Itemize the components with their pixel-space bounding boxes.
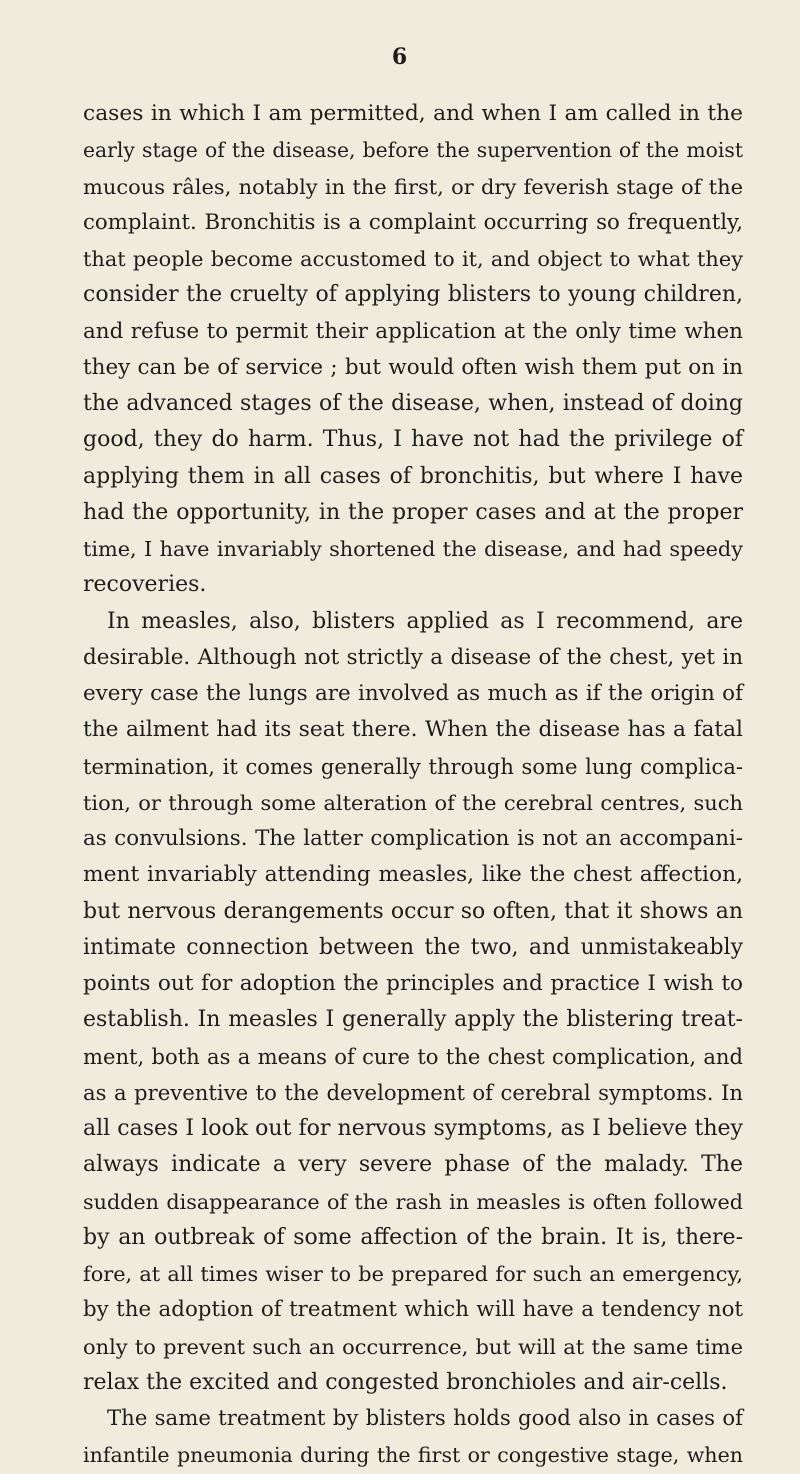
text-line: ment invariably attending measles, like the chest affection, bbox=[83, 862, 743, 888]
text-line: points out for adoption the principles and practice I wish to bbox=[83, 971, 743, 996]
text-line: by an outbreak of some affection of the brain. It is, there- bbox=[83, 1224, 743, 1250]
text-line: as convulsions. The latter complication is not an accompani- bbox=[83, 826, 743, 851]
text-line: and refuse to permit their application at the only time when bbox=[83, 318, 743, 344]
text-line: always indicate a very severe phase of the malady. The bbox=[83, 1152, 743, 1178]
text-line: by the adoption of treatment which will have a tendency not bbox=[83, 1297, 743, 1323]
text-line: but nervous derangements occur so often, that it shows an bbox=[83, 898, 743, 924]
text-line: cases in which I am permitted, and when I am called in the bbox=[83, 101, 743, 126]
text-line: as a preventive to the development of cerebral symptoms. In bbox=[83, 1079, 743, 1105]
text-line: The same treatment by blisters holds good also in cases of bbox=[107, 1406, 743, 1431]
text-line: establish. In measles I generally apply the blistering treat- bbox=[83, 1007, 743, 1033]
text-line: consider the cruelty of applying blisters to young children, bbox=[83, 282, 743, 308]
text-line: all cases I look out for nervous symptoms, as I believe they bbox=[83, 1116, 743, 1141]
text-line: only to prevent such an occurrence, but will at the same time bbox=[83, 1334, 743, 1359]
text-line: relax the excited and congested bronchioles and air-cells. bbox=[83, 1369, 728, 1395]
text-line: infantile pneumonia during the first or congestive stage, when bbox=[83, 1443, 743, 1468]
text-line: intimate connection between the two, and unmistakeably bbox=[83, 934, 743, 960]
text-line: applying them in all cases of bronchitis, but where I have bbox=[83, 463, 743, 489]
text-line: had the opportunity, in the proper cases and at the proper bbox=[83, 499, 743, 525]
text-line: termination, it comes generally through some lung complica- bbox=[83, 753, 743, 779]
text-line: early stage of the disease, before the supervention of the moist bbox=[83, 138, 743, 163]
text-line: every case the lungs are involved as much as if the origin of bbox=[83, 681, 743, 706]
text-line: complaint. Bronchitis is a complaint occurring so frequently, bbox=[83, 209, 743, 235]
text-line: mucous râles, notably in the first, or dry feverish stage of the bbox=[83, 174, 743, 199]
text-line: recoveries. bbox=[83, 572, 207, 598]
text-line: time, I have invariably shortened the disease, and had speedy bbox=[83, 537, 743, 561]
text-line: tion, or through some alteration of the cerebral centres, such bbox=[83, 790, 743, 815]
text-line: the advanced stages of the disease, when, instead of doing bbox=[83, 391, 743, 416]
text-line: that people become accustomed to it, and object to what they bbox=[83, 247, 743, 271]
page-number: 6 bbox=[391, 44, 409, 70]
text-line: In measles, also, blisters applied as I recommend, are bbox=[107, 608, 743, 634]
body-text bbox=[83, 96, 743, 1474]
text-line: they can be of service ; but would often wish them put on in bbox=[83, 354, 743, 380]
text-line: the ailment had its seat there. When the disease has a fatal bbox=[83, 717, 743, 743]
text-line: fore, at all times wiser to be prepared for such an emergency, bbox=[83, 1262, 743, 1286]
text-line: desirable. Although not strictly a disease of the chest, yet in bbox=[83, 644, 743, 670]
text-line: good, they do harm. Thus, I have not had the privilege of bbox=[83, 427, 743, 453]
text-line: ment, both as a means of cure to the chest complication, and bbox=[83, 1043, 743, 1069]
text-line: sudden disappearance of the rash in measles is often followed bbox=[83, 1189, 743, 1214]
